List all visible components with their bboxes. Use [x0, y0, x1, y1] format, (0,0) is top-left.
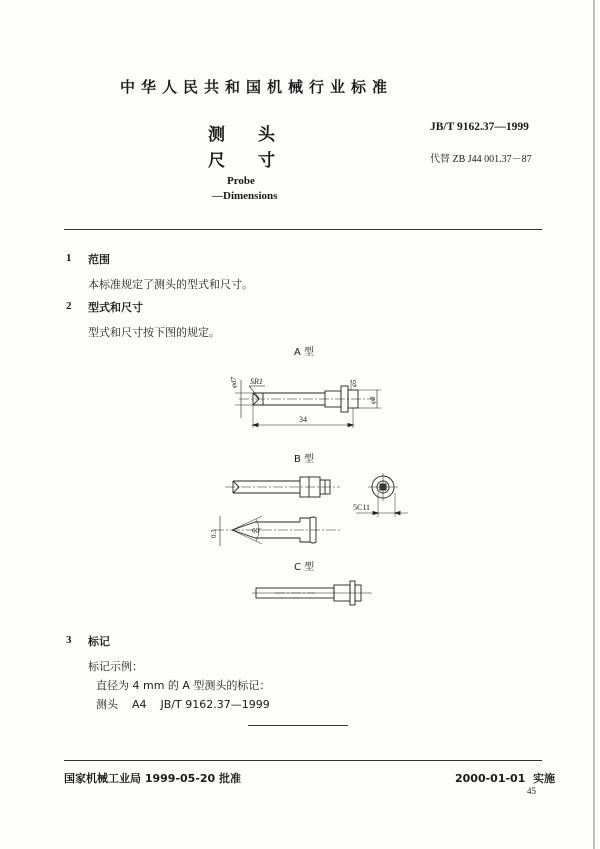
- dim-5c11: 5C11: [353, 503, 371, 512]
- type-a-drawing: [225, 360, 385, 435]
- type-b-end-view: [350, 465, 420, 525]
- marking-example: 测头 A4 JB/T 9162.37—1999: [96, 698, 270, 711]
- standard-number: JB/T 9162.37—1999: [430, 121, 529, 133]
- page-number: 45: [527, 786, 536, 796]
- organization-title: 中华人民共和国机械行业标准: [120, 78, 394, 96]
- header-divider: [64, 229, 542, 230]
- dim-phi8: φ8: [369, 396, 377, 404]
- section-number: 2: [66, 300, 72, 312]
- replaces-standard: 代替 ZB J44 001.37－87: [430, 154, 532, 165]
- title-cn-char: 尺: [208, 151, 225, 171]
- section-paragraph: 型式和尺寸按下图的规定。: [88, 326, 220, 339]
- footer-divider: [64, 760, 542, 761]
- scan-edge-line: [593, 0, 595, 849]
- end-of-standard-line: [248, 725, 348, 726]
- figure-label-type-c: C 型: [294, 562, 315, 573]
- issued-by: 国家机械工业局 1999-05-20 批准: [64, 772, 242, 785]
- title-en-line2: —Dimensions: [212, 190, 278, 202]
- type-b-side-drawing: [225, 472, 345, 502]
- type-c-drawing: [250, 578, 375, 608]
- section-title: 范围: [88, 253, 110, 266]
- dim-tip-dia: φd7: [230, 377, 238, 388]
- dim-sr1: SR1: [250, 377, 263, 386]
- section-paragraph: 本标准规定了测头的型式和尺寸。: [88, 278, 253, 291]
- dim-phi5: φ5: [350, 379, 358, 387]
- section-number: 3: [66, 634, 72, 646]
- effective-date: 2000-01-01 实施: [455, 772, 556, 785]
- section-paragraph: 标记示例：: [88, 660, 143, 673]
- figure-label-type-b: B 型: [294, 454, 315, 465]
- title-cn-char: 测: [208, 125, 225, 145]
- dim-angle: 60°: [252, 527, 262, 535]
- figure-label-type-a: A 型: [294, 347, 315, 358]
- section-number: 1: [66, 252, 72, 264]
- dim-length: 34: [299, 415, 307, 424]
- dim-offset: 0.3: [210, 529, 218, 538]
- section-title: 标记: [88, 635, 110, 648]
- section-title: 型式和尺寸: [88, 301, 143, 314]
- title-cn-char: 寸: [258, 151, 275, 171]
- title-en-line1: Probe: [227, 175, 255, 187]
- type-b-cone-drawing: [210, 508, 350, 548]
- title-cn-char: 头: [258, 125, 275, 145]
- section-paragraph: 直径为 4 mm 的 A 型测头的标记：: [96, 679, 271, 692]
